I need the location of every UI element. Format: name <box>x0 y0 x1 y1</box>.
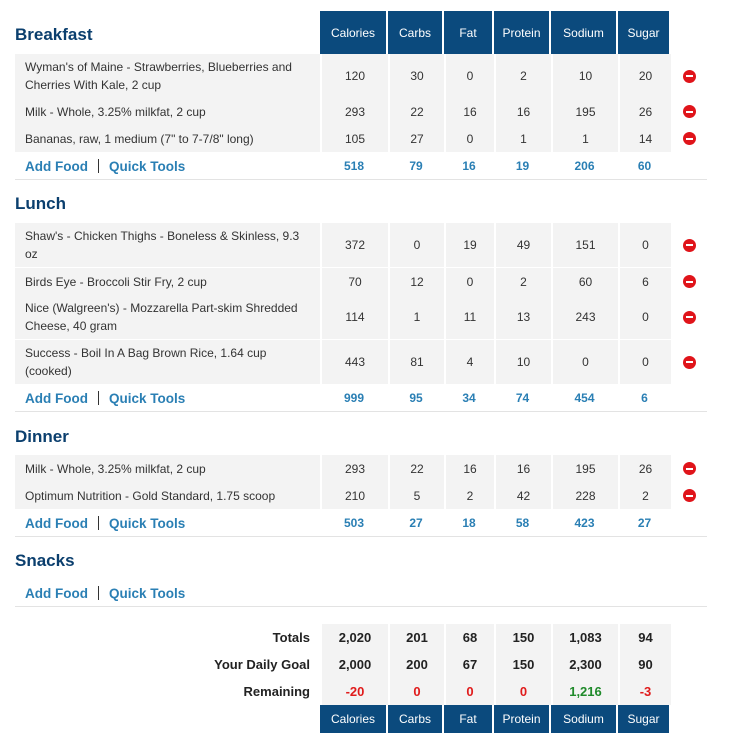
column-header-sugar: Sugar <box>618 705 669 733</box>
summary-remaining-fat: 0 <box>444 678 494 705</box>
column-header-sodium: Sodium <box>551 11 616 54</box>
food-carbs-value: 5 <box>388 482 444 509</box>
delete-cell <box>671 340 707 384</box>
meal-total-protein: 58 <box>515 516 530 530</box>
add-food-link[interactable]: Add Food <box>25 390 88 406</box>
column-header-calories: Calories <box>320 705 386 733</box>
food-sodium-value: 0 <box>551 340 618 384</box>
food-row <box>15 295 707 339</box>
food-row <box>15 268 707 295</box>
remove-circle-icon[interactable] <box>683 70 696 83</box>
food-name[interactable]: Nice (Walgreen's) - Mozzarella Part-skim Shredded Cheese, 40 gram <box>25 301 298 333</box>
food-protein-value: 16 <box>494 455 551 482</box>
delete-cell <box>671 268 707 295</box>
section-title-dinner: Dinner <box>15 427 69 446</box>
summary-row-remaining <box>15 678 707 705</box>
add-food-link[interactable]: Add Food <box>25 515 88 531</box>
summary-totals-sugar: 94 <box>618 624 671 651</box>
summary-goal-protein: 150 <box>494 651 551 678</box>
food-carbs-value: 1 <box>388 295 444 339</box>
link-separator <box>98 516 99 530</box>
food-name[interactable]: Milk - Whole, 3.25% milkfat, 2 cup <box>25 461 206 476</box>
food-row <box>15 54 707 98</box>
column-header-carbs: Carbs <box>388 705 442 733</box>
remove-circle-icon[interactable] <box>683 275 696 288</box>
summary-goal-carbs: 200 <box>388 651 444 678</box>
delete-cell <box>671 482 707 509</box>
column-header-protein: Protein <box>494 11 549 54</box>
food-protein-value: 42 <box>494 482 551 509</box>
food-carbs-value: 22 <box>388 98 444 125</box>
remove-circle-icon[interactable] <box>683 356 696 369</box>
food-row <box>15 482 707 509</box>
meal-total-sodium: 423 <box>574 516 595 530</box>
summary-row-totals <box>15 624 707 651</box>
link-separator <box>98 391 99 405</box>
meal-total-carbs: 27 <box>409 516 423 530</box>
food-calories-value: 114 <box>320 295 388 339</box>
summary-remaining-protein: 0 <box>494 678 551 705</box>
food-sugar-value: 0 <box>618 340 671 384</box>
food-name[interactable]: Shaw's - Chicken Thighs - Boneless & Skinless, 9.3 oz <box>25 229 300 261</box>
meal-total-sugar: 27 <box>637 516 652 530</box>
summary-remaining-carbs: 0 <box>388 678 444 705</box>
meal-total-fat: 18 <box>462 516 476 530</box>
food-sodium-value: 228 <box>551 482 618 509</box>
food-calories-value: 372 <box>320 223 388 267</box>
summary-totals-protein: 150 <box>494 624 551 651</box>
food-sugar-value: 6 <box>618 268 671 295</box>
link-separator <box>98 159 99 173</box>
meal-subtotal-row <box>15 510 707 537</box>
section-title-lunch: Lunch <box>15 194 66 213</box>
food-fat-value: 0 <box>444 268 494 295</box>
column-header-carbs: Carbs <box>388 11 442 54</box>
food-protein-value: 10 <box>494 340 551 384</box>
food-calories-value: 105 <box>320 125 388 152</box>
food-sodium-value: 10 <box>551 54 618 98</box>
meal-total-carbs: 79 <box>409 159 423 173</box>
meal-actions <box>25 510 185 536</box>
meal-total-fat: 16 <box>462 159 476 173</box>
food-sodium-value: 151 <box>551 223 618 267</box>
summary-totals-sodium: 1,083 <box>551 624 618 651</box>
food-protein-value: 49 <box>494 223 551 267</box>
food-name[interactable]: Success - Boil In A Bag Brown Rice, 1.64 cup (cooked) <box>25 346 267 378</box>
food-sugar-value: 26 <box>618 98 671 125</box>
summary-goal-sugar: 90 <box>618 651 671 678</box>
remove-circle-icon[interactable] <box>683 105 696 118</box>
summary-label-totals: Totals <box>272 630 310 645</box>
summary-remaining-sugar: -3 <box>618 678 671 705</box>
food-sodium-value: 60 <box>551 268 618 295</box>
quick-tools-link[interactable]: Quick Tools <box>108 390 186 406</box>
food-protein-value: 13 <box>494 295 551 339</box>
food-sugar-value: 14 <box>618 125 671 152</box>
summary-row-goal <box>15 651 707 678</box>
food-sugar-value: 26 <box>618 455 671 482</box>
meal-subtotal-row <box>15 385 707 412</box>
meal-subtotal-row <box>15 580 707 607</box>
summary-totals-calories: 2,020 <box>320 624 388 651</box>
food-fat-value: 16 <box>444 98 494 125</box>
food-row <box>15 223 707 267</box>
delete-cell <box>671 54 707 98</box>
food-fat-value: 19 <box>444 223 494 267</box>
summary-totals-carbs: 201 <box>388 624 444 651</box>
meal-actions <box>25 385 185 411</box>
meal-total-calories: 999 <box>343 391 365 405</box>
food-carbs-value: 0 <box>388 223 444 267</box>
column-header-sugar: Sugar <box>618 11 669 54</box>
remove-circle-icon[interactable] <box>683 311 696 324</box>
meal-total-protein: 74 <box>515 391 530 405</box>
food-calories-value: 120 <box>320 54 388 98</box>
link-separator <box>98 586 99 600</box>
quick-tools-link[interactable]: Quick Tools <box>108 585 186 601</box>
food-name[interactable]: Birds Eye - Broccoli Stir Fry, 2 cup <box>25 274 207 289</box>
delete-cell <box>671 98 707 125</box>
remove-circle-icon[interactable] <box>683 489 696 502</box>
food-protein-value: 2 <box>494 268 551 295</box>
food-calories-value: 443 <box>320 340 388 384</box>
food-sodium-value: 195 <box>551 98 618 125</box>
summary-goal-calories: 2,000 <box>320 651 388 678</box>
delete-cell <box>671 125 707 152</box>
summary-totals-fat: 68 <box>444 624 494 651</box>
meal-subtotal-row <box>15 153 707 180</box>
food-calories-value: 293 <box>320 455 388 482</box>
column-header-sodium: Sodium <box>551 705 616 733</box>
summary-remaining-sodium: 1,216 <box>551 678 618 705</box>
food-row <box>15 455 707 482</box>
food-fat-value: 0 <box>444 54 494 98</box>
food-sodium-value: 195 <box>551 455 618 482</box>
section-title-snacks: Snacks <box>15 551 75 570</box>
food-fat-value: 16 <box>444 455 494 482</box>
food-calories-value: 210 <box>320 482 388 509</box>
quick-tools-link[interactable]: Quick Tools <box>108 158 186 174</box>
food-calories-value: 70 <box>320 268 388 295</box>
food-name[interactable]: Milk - Whole, 3.25% milkfat, 2 cup <box>25 104 206 119</box>
meal-total-sodium: 206 <box>574 159 595 173</box>
summary-goal-sodium: 2,300 <box>551 651 618 678</box>
food-sugar-value: 20 <box>618 54 671 98</box>
food-carbs-value: 12 <box>388 268 444 295</box>
meal-total-carbs: 95 <box>409 391 423 405</box>
delete-cell <box>671 295 707 339</box>
add-food-link[interactable]: Add Food <box>25 585 88 601</box>
delete-cell <box>671 455 707 482</box>
food-sugar-value: 2 <box>618 482 671 509</box>
food-row <box>15 98 707 125</box>
food-sodium-value: 1 <box>551 125 618 152</box>
food-calories-value: 293 <box>320 98 388 125</box>
summary-label-remaining: Remaining <box>243 684 310 699</box>
food-fat-value: 4 <box>444 340 494 384</box>
remove-circle-icon[interactable] <box>683 239 696 252</box>
food-protein-value: 2 <box>494 54 551 98</box>
meal-actions <box>25 153 185 179</box>
food-protein-value: 16 <box>494 98 551 125</box>
meal-total-sodium: 454 <box>574 391 595 405</box>
food-carbs-value: 22 <box>388 455 444 482</box>
food-fat-value: 0 <box>444 125 494 152</box>
remove-circle-icon[interactable] <box>683 462 696 475</box>
food-carbs-value: 30 <box>388 54 444 98</box>
meal-total-calories: 518 <box>343 159 365 173</box>
food-row <box>15 340 707 384</box>
column-header-protein: Protein <box>494 705 549 733</box>
meal-total-calories: 503 <box>343 516 365 530</box>
meal-total-protein: 19 <box>515 159 530 173</box>
food-carbs-value: 81 <box>388 340 444 384</box>
food-name[interactable]: Wyman's of Maine - Strawberries, Blueberries and Cherries With Kale, 2 cup <box>25 60 292 92</box>
meal-total-sugar: 6 <box>641 391 648 405</box>
summary-goal-fat: 67 <box>444 651 494 678</box>
meal-actions <box>25 580 185 606</box>
food-fat-value: 2 <box>444 482 494 509</box>
delete-cell <box>671 223 707 267</box>
food-row <box>15 125 707 152</box>
summary-label-goal: Your Daily Goal <box>214 657 310 672</box>
food-carbs-value: 27 <box>388 125 444 152</box>
summary-remaining-calories: -20 <box>320 678 388 705</box>
quick-tools-link[interactable]: Quick Tools <box>108 515 186 531</box>
food-sugar-value: 0 <box>618 223 671 267</box>
column-header-fat: Fat <box>444 11 492 54</box>
meal-total-sugar: 60 <box>637 159 652 173</box>
column-header-fat: Fat <box>444 705 492 733</box>
food-sodium-value: 243 <box>551 295 618 339</box>
add-food-link[interactable]: Add Food <box>25 158 88 174</box>
food-name[interactable]: Bananas, raw, 1 medium (7" to 7-7/8" long) <box>25 131 254 146</box>
section-title-breakfast: Breakfast <box>15 25 93 44</box>
meal-total-fat: 34 <box>462 391 476 405</box>
food-name[interactable]: Optimum Nutrition - Gold Standard, 1.75 scoop <box>25 488 276 503</box>
column-header-calories: Calories <box>320 11 386 54</box>
food-sugar-value: 0 <box>618 295 671 339</box>
food-protein-value: 1 <box>494 125 551 152</box>
remove-circle-icon[interactable] <box>683 132 696 145</box>
food-fat-value: 11 <box>444 295 494 339</box>
